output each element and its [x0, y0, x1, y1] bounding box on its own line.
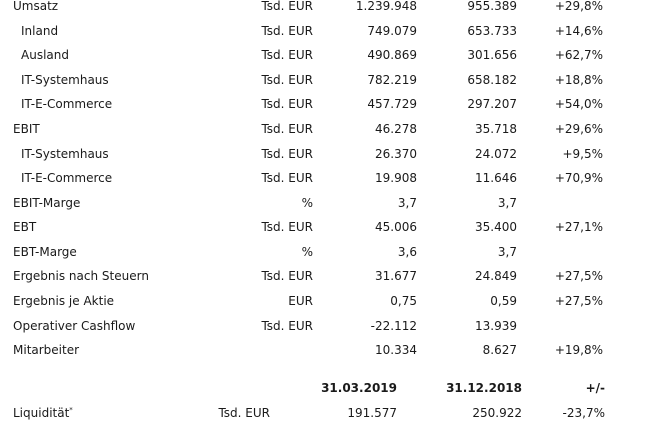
row-change: +18,8%: [554, 73, 603, 87]
row-change: +27,1%: [554, 220, 603, 234]
row-value-previous: 3,7: [497, 245, 517, 259]
row-label: EBT-Marge: [13, 245, 77, 259]
table-row-it-systemhaus: [0, 72, 645, 88]
row-value-previous: 250.922: [472, 406, 522, 420]
row-label: Operativer Cashflow: [13, 319, 136, 333]
row-value-current: 782.219: [367, 73, 417, 87]
row-unit: Tsd. EUR: [218, 406, 270, 420]
table-row-ebit: [0, 121, 645, 137]
row-value-current: 46.278: [375, 122, 417, 136]
row-change: +9,5%: [562, 147, 603, 161]
row-label: EBIT-Marge: [13, 196, 81, 210]
row-label: Inland: [21, 24, 59, 38]
row-change: +27,5%: [554, 294, 603, 308]
row-change: +14,6%: [554, 24, 603, 38]
row-value-current: 26.370: [375, 147, 417, 161]
row-unit: Tsd. EUR: [261, 97, 313, 111]
row-change: -23,7%: [562, 406, 605, 420]
row-unit: %: [301, 196, 313, 210]
row-value-previous: 3,7: [497, 196, 517, 210]
table-row-ergebnis-nach-steuern: [0, 268, 645, 284]
row-unit: Tsd. EUR: [261, 48, 313, 62]
row-label: Ergebnis je Aktie: [13, 294, 115, 308]
row-value-previous: 0,59: [490, 294, 517, 308]
row-value-previous: 297.207: [467, 97, 517, 111]
table-row-operativer-cashflow: [0, 318, 645, 334]
row-value-previous: 11.646: [475, 171, 517, 185]
row-value-current: 749.079: [367, 24, 417, 38]
row-label: Ergebnis nach Steuern: [13, 269, 149, 283]
table-row-inland: [0, 23, 645, 39]
column-header-date-2: 31.12.2018: [446, 381, 522, 395]
table-row-it-e-commerce: [0, 96, 645, 112]
row-value-current: 490.869: [367, 48, 417, 62]
row-value-current: -22.112: [370, 319, 417, 333]
row-label: IT-Systemhaus: [21, 147, 109, 161]
row-unit: EUR: [288, 294, 313, 308]
row-value-previous: 35.718: [475, 122, 517, 136]
row-value-previous: 24.072: [475, 147, 517, 161]
row-change: +29,6%: [554, 122, 603, 136]
row-unit: Tsd. EUR: [261, 171, 313, 185]
table-row-ebit-marge: [0, 195, 645, 211]
table-row-liquiditaet: [0, 405, 645, 421]
table-row-ausland: [0, 47, 645, 63]
row-value-previous: 8.627: [482, 343, 517, 357]
row-change: +54,0%: [554, 97, 603, 111]
row-unit: Tsd. EUR: [261, 122, 313, 136]
row-value-previous: 24.849: [475, 269, 517, 283]
table-row-ebit-it-systemhaus: [0, 146, 645, 162]
row-unit: Tsd. EUR: [261, 319, 313, 333]
row-value-current: 3,7: [397, 196, 417, 210]
footnote-marker: *: [69, 406, 73, 414]
row-unit: Tsd. EUR: [261, 147, 313, 161]
row-value-current: 10.334: [375, 343, 417, 357]
table-row-mitarbeiter: [0, 342, 645, 358]
row-value-previous: 301.656: [467, 48, 517, 62]
row-label: Umsatz: [13, 0, 59, 13]
table-row-ebit-it-e-commerce: [0, 170, 645, 186]
row-value-current: 45.006: [375, 220, 417, 234]
row-value-current: 1.239.948: [355, 0, 417, 13]
row-value-current: 19.908: [375, 171, 417, 185]
row-value-current: 457.729: [367, 97, 417, 111]
row-value-previous: 35.400: [475, 220, 517, 234]
table-row-ebt-marge: [0, 244, 645, 260]
row-label: Liquidität: [13, 406, 70, 420]
row-value-current: 0,75: [390, 294, 417, 308]
row-unit: Tsd. EUR: [261, 0, 313, 13]
row-label: IT-E-Commerce: [21, 97, 113, 111]
row-label: EBIT: [13, 122, 40, 136]
row-value-current: 3,6: [397, 245, 417, 259]
row-unit: Tsd. EUR: [261, 73, 313, 87]
row-unit: Tsd. EUR: [261, 24, 313, 38]
row-change: +70,9%: [554, 171, 603, 185]
row-label: IT-E-Commerce: [21, 171, 113, 185]
row-change: +62,7%: [554, 48, 603, 62]
row-label: Ausland: [21, 48, 69, 62]
row-label: EBT: [13, 220, 37, 234]
row-unit: Tsd. EUR: [261, 269, 313, 283]
table-header-liquidity: [0, 380, 645, 396]
row-label-wrapper: [13, 405, 73, 421]
row-unit: %: [301, 245, 313, 259]
row-value-previous: 955.389: [467, 0, 517, 13]
table-row-umsatz: [0, 0, 645, 14]
column-header-change: +/-: [585, 381, 605, 395]
row-label: Mitarbeiter: [13, 343, 80, 357]
row-value-previous: 653.733: [467, 24, 517, 38]
row-value-previous: 13.939: [475, 319, 517, 333]
row-change: +29,8%: [554, 0, 603, 13]
row-label: IT-Systemhaus: [21, 73, 109, 87]
row-change: +27,5%: [554, 269, 603, 283]
row-value-current: 191.577: [347, 406, 397, 420]
row-value-previous: 658.182: [467, 73, 517, 87]
table-row-ergebnis-je-aktie: [0, 293, 645, 309]
row-change: +19,8%: [554, 343, 603, 357]
row-unit: Tsd. EUR: [261, 220, 313, 234]
table-row-ebt: [0, 219, 645, 235]
column-header-date-1: 31.03.2019: [321, 381, 397, 395]
row-value-current: 31.677: [375, 269, 417, 283]
